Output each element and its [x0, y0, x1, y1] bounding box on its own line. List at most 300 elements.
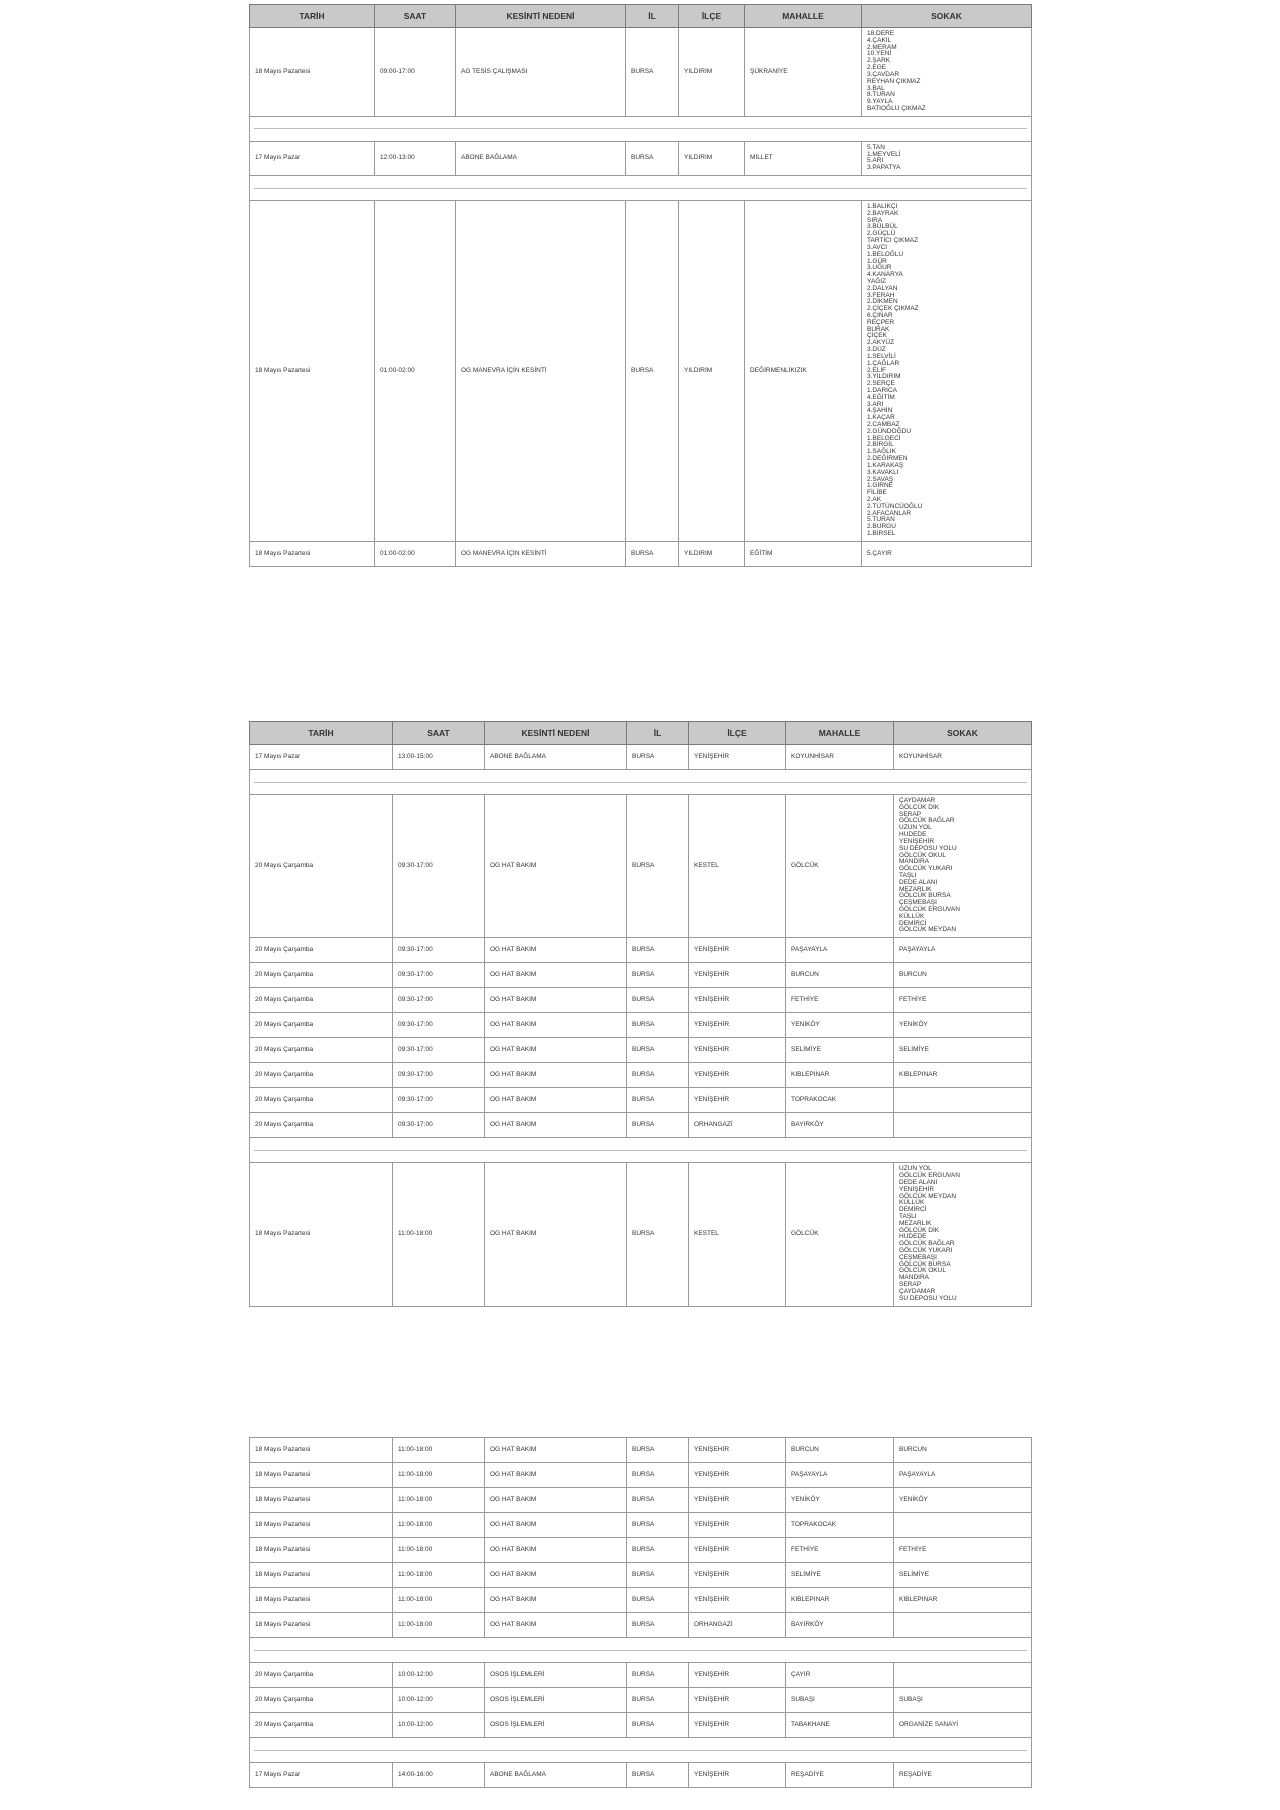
cell-mahalle: BAYIRKÖY: [786, 1113, 894, 1138]
cell-date: 20 Mayıs Çarşamba: [250, 938, 393, 963]
street-name: 3.YILDIRIM: [867, 373, 901, 381]
column-header: İL: [626, 5, 679, 28]
cell-reason: OG HAT BAKIM: [485, 988, 627, 1013]
street-name: 1.BELOĞLU: [867, 250, 904, 258]
street-name: 4.EĞİTİM: [867, 393, 895, 401]
cell-date: 18 Mayıs Pazartesi: [250, 1613, 393, 1638]
separator-row: [250, 1738, 1032, 1763]
street-name: MANDIRA: [899, 1274, 929, 1282]
cell-mahalle: TABAKHANE: [786, 1713, 894, 1738]
street-name: 1.ÇAĞLAR: [867, 359, 900, 367]
cell-ilce: YENİŞEHİR: [689, 1688, 786, 1713]
street-name: 2.AKYÜZ: [867, 339, 895, 347]
cell-date: 20 Mayıs Çarşamba: [250, 988, 393, 1013]
table-row: [250, 1713, 1032, 1738]
street-name: 1.GİRNE: [867, 482, 894, 490]
street-name: KOYUNHİSAR: [899, 752, 942, 760]
column-header: MAHALLE: [786, 722, 894, 745]
cell-time: 09:30-17:00: [393, 988, 485, 1013]
street-name: 2.DEĞİRMEN: [867, 455, 908, 463]
cell-time: 10:00-12:00: [393, 1688, 485, 1713]
cell-time: 11:00-18:00: [393, 1488, 485, 1513]
cell-reason: OG HAT BAKIM: [485, 1088, 627, 1113]
cell-ilce: YENİŞEHİR: [689, 1038, 786, 1063]
street-name: FİLİBE: [867, 489, 887, 497]
street-name: YENİKÖY: [899, 1021, 928, 1028]
cell-time: 11:00-18:00: [393, 1163, 485, 1306]
street-name: 1.KARAKAŞ: [867, 461, 904, 469]
street-name: PAŞAYAYLA: [899, 946, 936, 953]
table-row: [250, 1113, 1032, 1138]
cell-time: 01:00-02:00: [375, 201, 456, 542]
cell-date: 20 Mayıs Çarşamba: [250, 1113, 393, 1138]
cell-mahalle: SELİMİYE: [786, 1038, 894, 1063]
street-name: 3.KAVAKLI: [867, 468, 899, 476]
cell-time: 09:30-17:00: [393, 1013, 485, 1038]
separator-row: [250, 1638, 1032, 1663]
cell-date: 18 Mayıs Pazartesi: [250, 28, 375, 117]
street-name: 18.DERE: [867, 30, 895, 37]
street-name: 2.ELİF: [867, 366, 887, 374]
cell-mahalle: YENİKÖY: [786, 1013, 894, 1038]
cell-il: BURSA: [627, 938, 689, 963]
cell-time: 09:00-17:00: [375, 28, 456, 117]
cell-reason: AG TESİS ÇALIŞMASI: [456, 28, 626, 117]
street-name: BATIOĞLU ÇIKMAZ: [867, 104, 926, 112]
street-name: ORGANİZE SANAYİ: [899, 1720, 959, 1728]
cell-date: 18 Mayıs Pazartesi: [250, 1488, 393, 1513]
street-name: 8.TURAN: [867, 91, 895, 99]
cell-date: 18 Mayıs Pazartesi: [250, 1588, 393, 1613]
cell-ilce: YILDIRIM: [679, 201, 745, 542]
cell-il: BURSA: [627, 1713, 689, 1738]
street-name: 3.DÜZ: [867, 346, 886, 354]
street-name: SU DEPOSU YOLU: [899, 844, 957, 852]
street-name: DEMİRCİ: [899, 919, 927, 927]
column-header: MAHALLE: [745, 5, 862, 28]
street-name: 2.CAMBAZ: [867, 421, 900, 428]
cell-sokak: [894, 938, 1032, 963]
cell-mahalle: TOPRAKOCAK: [786, 1088, 894, 1113]
cell-ilce: YENİŞEHİR: [689, 1513, 786, 1538]
cell-time: 01:00-02:00: [375, 541, 456, 566]
cell-il: BURSA: [627, 1588, 689, 1613]
cell-time: 09:30-17:00: [393, 1063, 485, 1088]
cell-sokak: [894, 1513, 1032, 1538]
table-row: [250, 963, 1032, 988]
cell-sokak: [894, 795, 1032, 938]
cell-time: 11:00-18:00: [393, 1513, 485, 1538]
cell-time: 13:00-15:00: [393, 745, 485, 770]
cell-date: 20 Mayıs Çarşamba: [250, 963, 393, 988]
cell-reason: OG HAT BAKIM: [485, 1063, 627, 1088]
table-row: [250, 1513, 1032, 1538]
street-name: 2.BAYRAK: [867, 209, 899, 217]
street-name: 3.PAPATYA: [867, 164, 901, 172]
street-name: GÖLCÜK BURSA: [899, 1260, 951, 1268]
cell-date: 20 Mayıs Çarşamba: [250, 795, 393, 938]
cell-mahalle: FETHİYE: [786, 988, 894, 1013]
cell-sokak: [894, 1063, 1032, 1088]
column-header: SAAT: [393, 722, 485, 745]
cell-reason: OSOS İŞLEMLERİ: [485, 1688, 627, 1713]
cell-sokak: [894, 1713, 1032, 1738]
table-row: [250, 1488, 1032, 1513]
cell-reason: OG MANEVRA İÇİN KESİNTİ: [456, 201, 626, 542]
cell-il: BURSA: [627, 1463, 689, 1488]
street-name: KÜLLÜK: [899, 1199, 925, 1207]
street-name: 4.ÇAKIL: [867, 36, 892, 44]
street-name: 2.ŞARK: [867, 57, 891, 65]
cell-reason: ABONE BAĞLAMA: [485, 1763, 627, 1788]
cell-ilce: YENİŞEHİR: [689, 1563, 786, 1588]
cell-il: BURSA: [627, 1663, 689, 1688]
street-name: 2.GÜNDOĞDU: [867, 427, 912, 435]
street-name: 4.ŞAHİN: [867, 407, 893, 415]
street-name: GÖLCÜK BAĞLAR: [899, 1240, 955, 1248]
table-header-row: [250, 722, 1032, 745]
street-name: 2.GÜÇLÜ: [867, 230, 896, 238]
cell-reason: OG HAT BAKIM: [485, 1513, 627, 1538]
street-name: DEMİRCİ: [899, 1206, 927, 1214]
street-name: 1.KAÇAR: [867, 414, 895, 422]
cell-ilce: YENİŞEHİR: [689, 938, 786, 963]
cell-reason: OG HAT BAKIM: [485, 1588, 627, 1613]
cell-time: 11:00-18:00: [393, 1463, 485, 1488]
column-header: İL: [627, 722, 689, 745]
cell-ilce: YENİŞEHİR: [689, 1438, 786, 1463]
street-name: YAĞIZ: [867, 277, 887, 285]
street-name: SIRA: [867, 216, 883, 224]
separator-cell: [250, 770, 1032, 795]
separator-line: [254, 1650, 1027, 1651]
table-row: [250, 1663, 1032, 1688]
street-name: SERAP: [899, 1281, 922, 1289]
table-row: [250, 1538, 1032, 1563]
street-name: SERAP: [899, 810, 922, 818]
cell-reason: OG HAT BAKIM: [485, 1013, 627, 1038]
cell-ilce: YENİŞEHİR: [689, 963, 786, 988]
street-name: 5.TAN: [867, 143, 885, 151]
street-name: 4.KANARYA: [867, 271, 903, 279]
street-name: GÖLCÜK BAĞLAR: [899, 817, 955, 825]
cell-ilce: YENİŞEHİR: [689, 745, 786, 770]
street-name: GÖLCÜK DİK: [899, 1226, 940, 1234]
cell-ilce: YENİŞEHİR: [689, 1663, 786, 1688]
street-name: 1.BELGECİ: [867, 434, 901, 442]
cell-time: 09:30-17:00: [393, 795, 485, 938]
cell-il: BURSA: [626, 541, 679, 566]
column-header: İLÇE: [689, 722, 786, 745]
street-name: 1.MEYVELİ: [867, 150, 901, 158]
cell-reason: OG HAT BAKIM: [485, 1038, 627, 1063]
cell-mahalle: SELİMİYE: [786, 1563, 894, 1588]
cell-sokak: [894, 1763, 1032, 1788]
street-name: KIBLEPINAR: [899, 1595, 938, 1603]
cell-sokak: [894, 1013, 1032, 1038]
cell-date: 20 Mayıs Çarşamba: [250, 1038, 393, 1063]
cell-sokak: [894, 1113, 1032, 1138]
street-name: PAŞAYAYLA: [899, 1470, 936, 1478]
cell-time: 09:30-17:00: [393, 963, 485, 988]
street-name: YENİŞEHİR: [899, 1185, 935, 1193]
column-header: TARİH: [250, 722, 393, 745]
cell-mahalle: BAYIRKÖY: [786, 1613, 894, 1638]
street-name: 2.EGE: [867, 64, 887, 72]
cell-reason: ABONE BAĞLAMA: [456, 141, 626, 175]
cell-mahalle: SUBAŞI: [786, 1688, 894, 1713]
cell-il: BURSA: [627, 1063, 689, 1088]
street-name: 2.SAVAŞ: [867, 475, 894, 483]
street-name: 2.DALYAN: [867, 284, 898, 292]
street-name: BURCUN: [899, 1445, 927, 1453]
cell-il: BURSA: [627, 1088, 689, 1113]
cell-sokak: [894, 1538, 1032, 1563]
cell-il: BURSA: [627, 1513, 689, 1538]
cell-date: 18 Mayıs Pazartesi: [250, 1513, 393, 1538]
cell-sokak: [894, 1588, 1032, 1613]
street-name: 6.ÇINAR: [867, 312, 893, 319]
separator-row: [250, 770, 1032, 795]
cell-mahalle: KIBLEPINAR: [786, 1588, 894, 1613]
street-name: REÇPER: [867, 318, 895, 326]
street-name: BURCUN: [899, 971, 927, 978]
cell-ilce: KESTEL: [689, 795, 786, 938]
table-row: [250, 1688, 1032, 1713]
cell-ilce: YENİŞEHİR: [689, 1588, 786, 1613]
street-name: 2.BİRGİL: [867, 441, 894, 449]
cell-date: 17 Mayıs Pazar: [250, 745, 393, 770]
cell-il: BURSA: [627, 988, 689, 1013]
cell-date: 18 Mayıs Pazartesi: [250, 1163, 393, 1306]
cell-ilce: ORHANGAZİ: [689, 1613, 786, 1638]
street-name: 3.BÜLBÜL: [867, 223, 898, 231]
cell-date: 18 Mayıs Pazartesi: [250, 1563, 393, 1588]
cell-time: 11:00-18:00: [393, 1588, 485, 1613]
cell-reason: OG HAT BAKIM: [485, 1613, 627, 1638]
cell-ilce: YENİŞEHİR: [689, 1763, 786, 1788]
cell-time: 09:30-17:00: [393, 938, 485, 963]
table-row: [250, 795, 1032, 938]
street-name: 2.AFACANLAR: [867, 509, 912, 517]
street-name: UZUN YOL: [899, 1165, 932, 1173]
street-name: KIBLEPINAR: [899, 1071, 938, 1078]
street-name: MANDIRA: [899, 858, 929, 866]
separator-cell: [250, 1638, 1032, 1663]
cell-time: 12:00-13:00: [375, 141, 456, 175]
separator-line: [254, 1750, 1027, 1751]
street-name: 3.FERAH: [867, 291, 895, 299]
table-row: [250, 1763, 1032, 1788]
street-name: GÖLCÜK YUKARI: [899, 1247, 953, 1254]
cell-il: BURSA: [627, 1163, 689, 1306]
column-header: İLÇE: [679, 5, 745, 28]
cell-reason: OG HAT BAKIM: [485, 938, 627, 963]
cell-sokak: [894, 963, 1032, 988]
cell-sokak: [894, 1038, 1032, 1063]
cell-reason: OG HAT BAKIM: [485, 1538, 627, 1563]
table-row: [250, 1613, 1032, 1638]
cell-reason: OG HAT BAKIM: [485, 1113, 627, 1138]
street-name: ÇEŞMEBAŞI: [899, 1253, 937, 1261]
cell-mahalle: KIBLEPINAR: [786, 1063, 894, 1088]
cell-date: 20 Mayıs Çarşamba: [250, 1663, 393, 1688]
cell-il: BURSA: [627, 1613, 689, 1638]
cell-mahalle: BURCUN: [786, 1438, 894, 1463]
street-name: 3.ARI: [867, 400, 884, 408]
street-name: 1.DARICA: [867, 386, 897, 394]
cell-ilce: YENİŞEHİR: [689, 988, 786, 1013]
cell-il: BURSA: [627, 745, 689, 770]
street-name: 2.MERAM: [867, 43, 897, 51]
cell-time: 11:00-18:00: [393, 1563, 485, 1588]
street-name: TAŞLI: [899, 1212, 917, 1220]
cell-mahalle: GÖLCÜK: [786, 1163, 894, 1306]
cell-sokak: [894, 745, 1032, 770]
street-name: HUDEDE: [899, 1233, 927, 1241]
cell-time: 11:00-18:00: [393, 1613, 485, 1638]
cell-sokak: [894, 1563, 1032, 1588]
cell-time: 10:00-12:00: [393, 1663, 485, 1688]
cell-sokak: [894, 1438, 1032, 1463]
outage-table-2: [249, 721, 1032, 1307]
cell-reason: OSOS İŞLEMLERİ: [485, 1663, 627, 1688]
cell-date: 18 Mayıs Pazartesi: [250, 1463, 393, 1488]
cell-ilce: KESTEL: [689, 1163, 786, 1306]
column-header: TARİH: [250, 5, 375, 28]
cell-mahalle: DEĞİRMENLİKIZIK: [745, 201, 862, 542]
cell-reason: OG MANEVRA İÇİN KESİNTİ: [456, 541, 626, 566]
column-header: KESİNTİ NEDENİ: [456, 5, 626, 28]
cell-mahalle: YENİKÖY: [786, 1488, 894, 1513]
cell-sokak: [894, 1688, 1032, 1713]
street-name: GÖLCÜK MEYDAN: [899, 926, 957, 934]
street-name: 1.SAĞLIK: [867, 448, 896, 456]
cell-date: 18 Mayıs Pazartesi: [250, 201, 375, 542]
table-row: [250, 1163, 1032, 1306]
cell-mahalle: KOYUNHİSAR: [786, 745, 894, 770]
street-name: GÖLCÜK OKUL: [899, 851, 946, 859]
cell-mahalle: ŞÜKRANİYE: [745, 28, 862, 117]
street-name: FETHİYE: [899, 1545, 927, 1553]
cell-il: BURSA: [627, 795, 689, 938]
cell-reason: OSOS İŞLEMLERİ: [485, 1713, 627, 1738]
table-row: [250, 1588, 1032, 1613]
table-row: [250, 745, 1032, 770]
cell-sokak: [894, 1088, 1032, 1113]
cell-date: 20 Mayıs Çarşamba: [250, 1688, 393, 1713]
cell-il: BURSA: [626, 28, 679, 117]
street-name: GÖLCÜK MEYDAN: [899, 1192, 957, 1200]
street-name: BURAK: [867, 325, 890, 333]
table-row: [250, 1088, 1032, 1113]
street-name: GÖLCÜK OKUL: [899, 1267, 946, 1275]
cell-ilce: YENİŞEHİR: [689, 1488, 786, 1513]
table-row: [250, 938, 1032, 963]
cell-time: 11:00-18:00: [393, 1438, 485, 1463]
cell-mahalle: REŞADİYE: [786, 1763, 894, 1788]
cell-ilce: YILDIRIM: [679, 28, 745, 117]
cell-date: 20 Mayıs Çarşamba: [250, 1088, 393, 1113]
column-header: SOKAK: [862, 5, 1032, 28]
street-name: 3.BAL: [867, 84, 885, 92]
street-name: 2.ÇİÇEK ÇIKMAZ: [867, 305, 919, 313]
cell-reason: OG HAT BAKIM: [485, 1563, 627, 1588]
cell-il: BURSA: [627, 1563, 689, 1588]
column-header: SOKAK: [894, 722, 1032, 745]
cell-reason: OG HAT BAKIM: [485, 1488, 627, 1513]
cell-sokak: [894, 1663, 1032, 1688]
cell-il: BURSA: [627, 1488, 689, 1513]
cell-reason: OG HAT BAKIM: [485, 963, 627, 988]
street-name: GÖLCÜK DİK: [899, 803, 940, 811]
cell-il: BURSA: [627, 1038, 689, 1063]
cell-ilce: YENİŞEHİR: [689, 1013, 786, 1038]
cell-sokak: [894, 988, 1032, 1013]
street-name: 1.SELVİLİ: [867, 352, 896, 360]
cell-ilce: YILDIRIM: [679, 141, 745, 175]
street-name: 3.ÇAVDAR: [867, 70, 900, 78]
street-name: 10.YENİ: [867, 50, 892, 58]
street-name: 5.ARI: [867, 157, 884, 165]
cell-time: 14:00-16:00: [393, 1763, 485, 1788]
cell-date: 17 Mayıs Pazar: [250, 141, 375, 175]
street-name: HUDEDE: [899, 831, 927, 839]
cell-date: 20 Mayıs Çarşamba: [250, 1713, 393, 1738]
cell-il: BURSA: [627, 1538, 689, 1563]
cell-date: 18 Mayıs Pazartesi: [250, 1538, 393, 1563]
separator-row: [250, 1138, 1032, 1163]
street-name: 9.YAYLA: [867, 98, 893, 106]
cell-ilce: YENİŞEHİR: [689, 1088, 786, 1113]
cell-mahalle: FETHİYE: [786, 1538, 894, 1563]
street-name: 1.BALIKÇI: [867, 203, 898, 210]
cell-mahalle: BURCUN: [786, 963, 894, 988]
table-row: [250, 1463, 1032, 1488]
cell-ilce: YENİŞEHİR: [689, 1463, 786, 1488]
street-name: 2.DİKMEN: [867, 298, 898, 306]
table-row: [250, 1438, 1032, 1463]
cell-date: 20 Mayıs Çarşamba: [250, 1063, 393, 1088]
cell-reason: OG HAT BAKIM: [485, 1163, 627, 1306]
cell-reason: OG HAT BAKIM: [485, 1463, 627, 1488]
street-name: SU DEPOSU YOLU: [899, 1294, 957, 1302]
street-name: MEZARLIK: [899, 885, 932, 893]
street-name: ÇEŞMEBAŞI: [899, 899, 937, 907]
street-name: DEDE ALANI: [899, 878, 938, 886]
street-name: ÇAYDAMAR: [899, 797, 936, 804]
street-name: 5.ÇAYIR: [867, 549, 892, 557]
column-header: KESİNTİ NEDENİ: [485, 722, 627, 745]
street-name: ÇİÇEK: [867, 332, 887, 340]
cell-ilce: YENİŞEHİR: [689, 1538, 786, 1563]
cell-mahalle: GÖLCÜK: [786, 795, 894, 938]
street-name: GÖLCÜK BURSA: [899, 892, 951, 900]
cell-il: BURSA: [627, 1113, 689, 1138]
street-name: 2.BURGU: [867, 523, 896, 531]
cell-time: 09:30-17:00: [393, 1038, 485, 1063]
cell-reason: ABONE BAĞLAMA: [485, 745, 627, 770]
cell-sokak: [894, 1488, 1032, 1513]
street-name: 1.GÜR: [867, 257, 887, 265]
table-row: [250, 1038, 1032, 1063]
street-name: TARTICI ÇIKMAZ: [867, 237, 919, 245]
cell-il: BURSA: [626, 141, 679, 175]
street-name: 2.SERÇE: [867, 380, 895, 388]
cell-date: 18 Mayıs Pazartesi: [250, 1438, 393, 1463]
cell-time: 11:00-18:00: [393, 1538, 485, 1563]
street-name: 3.AVCI: [867, 243, 888, 251]
